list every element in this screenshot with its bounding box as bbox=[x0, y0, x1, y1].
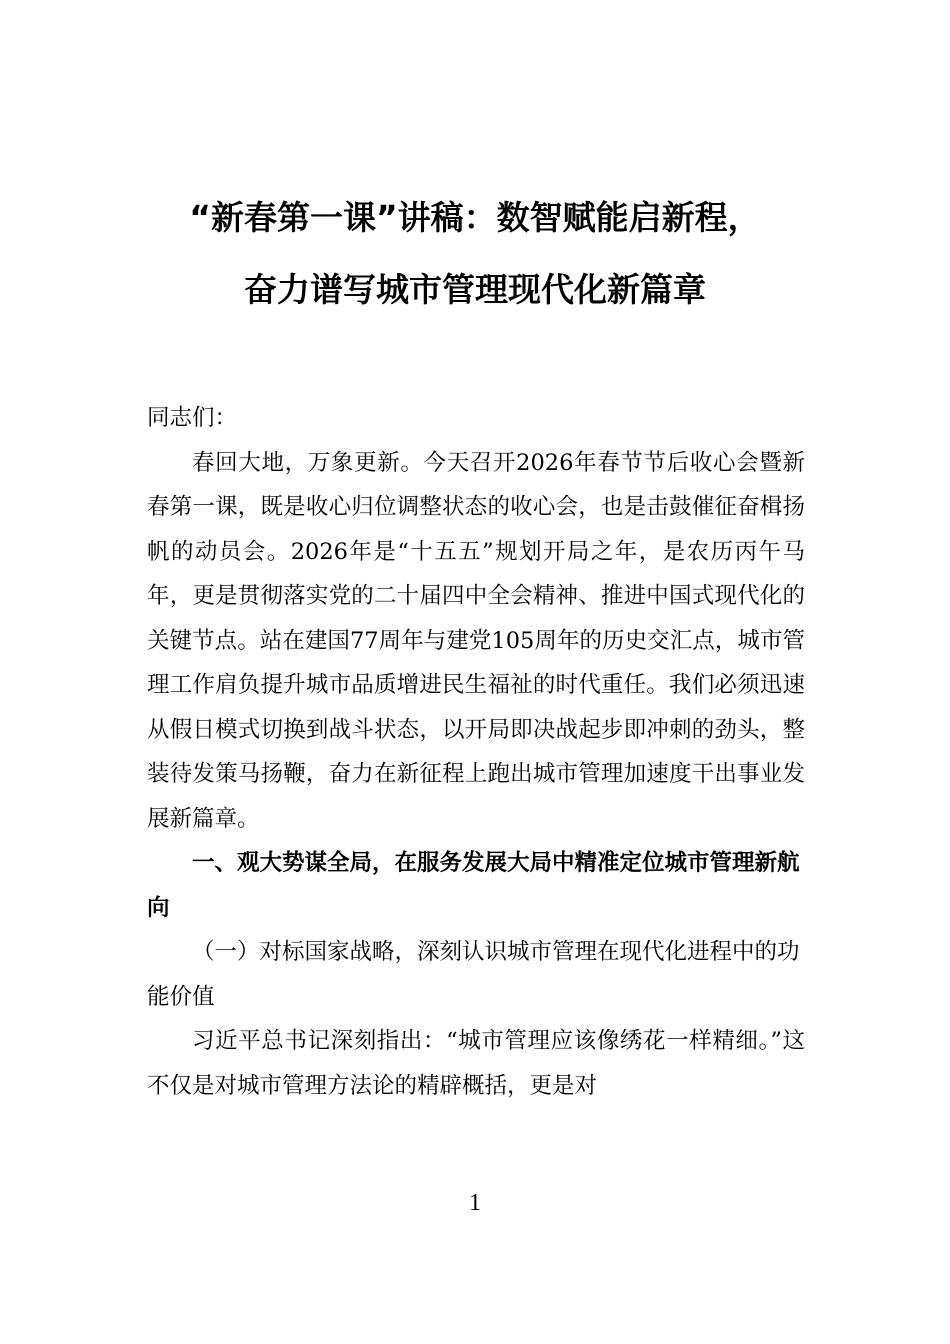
paragraph-quote: 习近平总书记深刻指出：“城市管理应该像绣花一样精细。”这不仅是对城市管理方法论的精辟概括，更是对 bbox=[147, 1028, 805, 1099]
subsection-heading-1: （一）对标国家战略，深刻认识城市管理在现代化进程中的功能价值 bbox=[147, 939, 800, 1010]
document-body bbox=[147, 396, 805, 1108]
document-title-line-1: “新春第一课”讲稿：数智赋能启新程， bbox=[189, 198, 761, 237]
greeting: 同志们： bbox=[147, 405, 238, 431]
page-number: 1 bbox=[469, 1190, 481, 1216]
section-heading-1: 一、观大势谋全局，在服务发展大局中精准定位城市管理新航向 bbox=[147, 850, 800, 921]
document-title-line-2: 奋力谱写城市管理现代化新篇章 bbox=[244, 270, 706, 309]
paragraph-intro: 春回大地，万象更新。今天召开2026年春节节后收心会暨新春第一课，既是收心归位调整状态的收心会，也是击鼓催征奋楫扬帆的动员会。2026年是“十五五”规划开局之年，是农历丙午马年，更是贯彻落实党的二十届四中全会精神、推进中国式现代化的关键节点。站在建国77周年与建党105周年的历史交汇点，城市管理工作肩负提升城市品质增进民生福祉的时代重任。我们必须迅速从假日模式切换到战斗状态，以开局即决战起步即冲刺的劲头，整装待发策马扬鞭，奋力在新征程上跑出城市管理加速度干出事业发展新篇章。 bbox=[147, 449, 805, 832]
